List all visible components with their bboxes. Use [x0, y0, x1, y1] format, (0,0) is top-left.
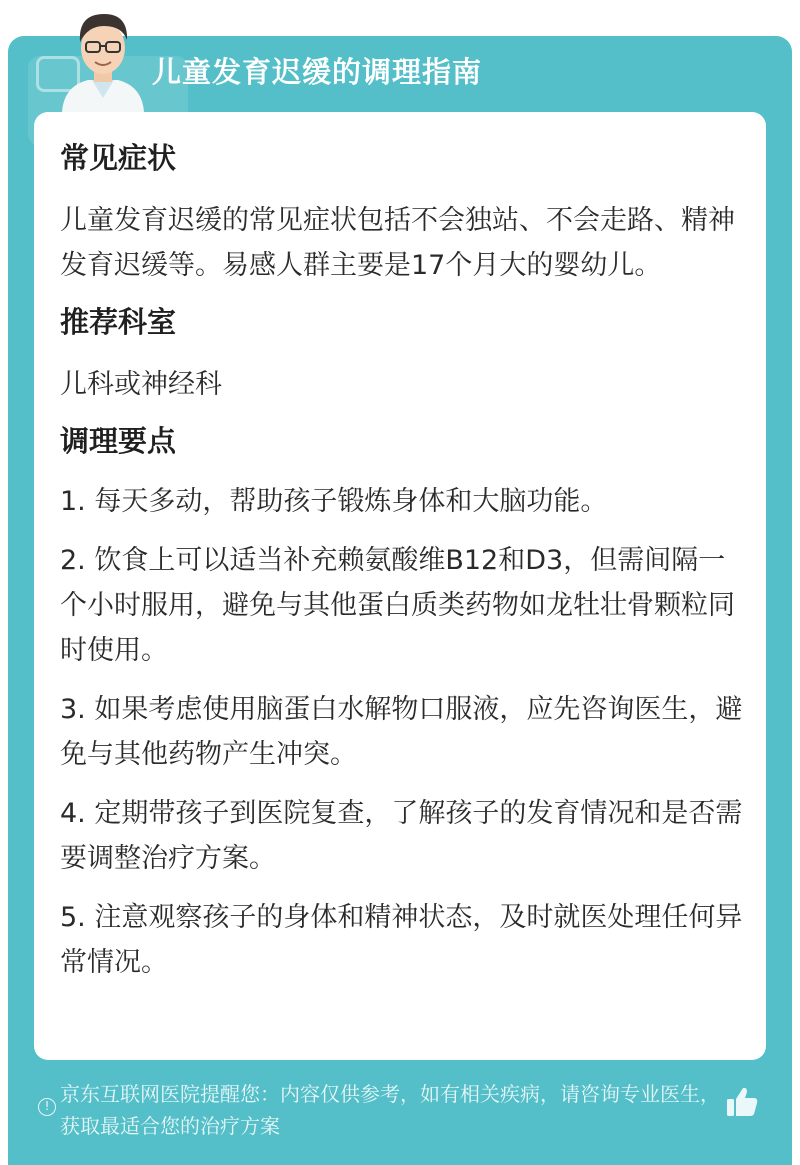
- care-tip-3: 3. 如果考虑使用脑蛋白水解物口服液，应先咨询医生，避免与其他药物产生冲突。: [60, 694, 743, 770]
- section-heading-symptoms: 常见症状: [60, 141, 177, 175]
- section-text-department: 儿科或神经科: [60, 369, 222, 400]
- section-heading-care: 调理要点: [60, 424, 177, 458]
- care-tip-4: 4. 定期带孩子到医院复查，了解孩子的发育情况和是否需要调整治疗方案。: [60, 798, 743, 874]
- info-icon: !: [38, 1098, 56, 1116]
- thumbs-up-icon[interactable]: [724, 1084, 760, 1120]
- care-tip-2: 2. 饮食上可以适当补充赖氨酸维B12和D3，但需间隔一个小时服用，避免与其他蛋白质类药物如龙牡壮骨颗粒同时使用。: [60, 545, 735, 666]
- doctor-avatar-icon: [48, 2, 158, 112]
- care-tip-1: 1. 每天多动，帮助孩子锻炼身体和大脑功能。: [60, 486, 608, 517]
- section-text-symptoms: 儿童发育迟缓的常见症状包括不会独站、不会走路、精神发育迟缓等。易感人群主要是17个月大的婴幼儿。: [60, 205, 735, 281]
- section-heading-department: 推荐科室: [60, 305, 177, 339]
- page-title: 儿童发育迟缓的调理指南: [152, 55, 483, 89]
- content-card: [34, 112, 766, 1060]
- care-tip-5: 5. 注意观察孩子的身体和精神状态，及时就医处理任何异常情况。: [60, 902, 743, 978]
- footer-disclaimer: 京东互联网医院提醒您：内容仅供参考，如有相关疾病，请咨询专业医生，获取最适合您的治疗方案: [60, 1082, 720, 1138]
